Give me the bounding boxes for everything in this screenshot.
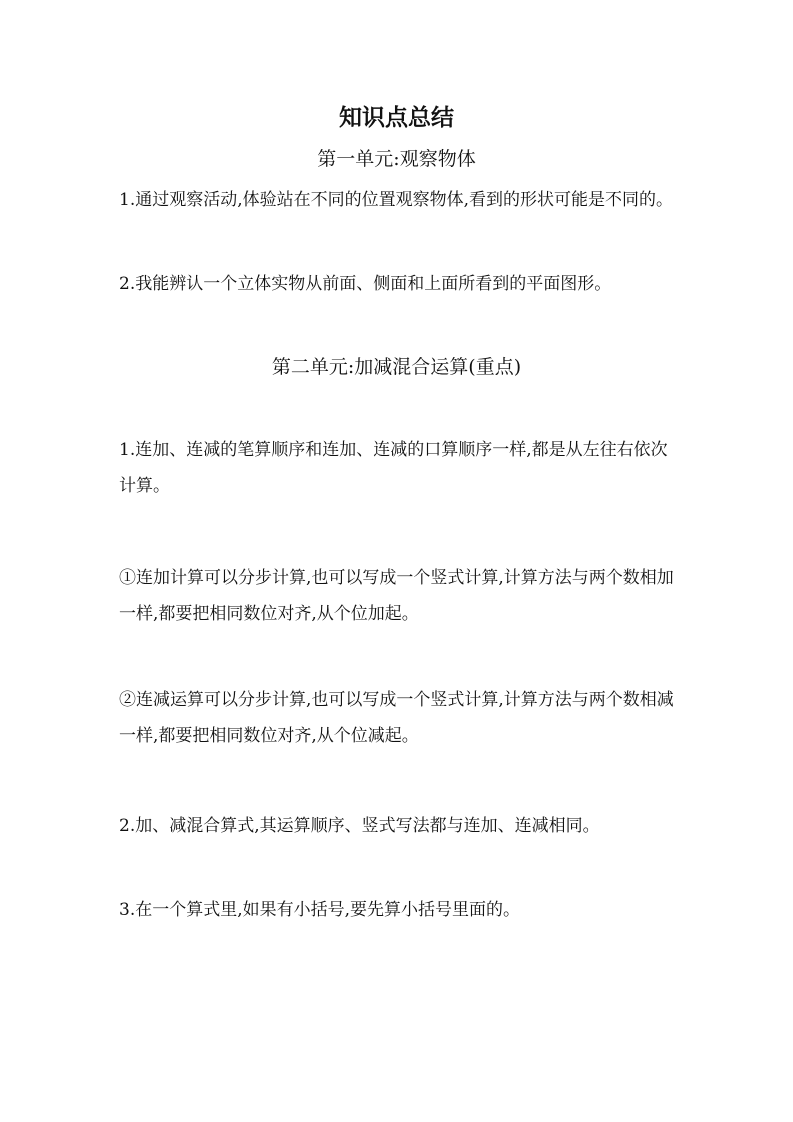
unit1-paragraph-2: 2.我能辨认一个立体实物从前面、侧面和上面所看到的平面图形。 <box>119 274 612 294</box>
unit2-paragraph-4: 2.加、减混合算式,其运算顺序、竖式写法都与连加、连减相同。 <box>119 816 600 836</box>
unit2-paragraph-2: ①连加计算可以分步计算,也可以写成一个竖式计算,计算方法与两个数相加一样,都要把相同数位对齐,从个位加起。 <box>119 568 674 624</box>
page-title: 知识点总结 <box>339 105 454 131</box>
unit2-paragraph-5: 3.在一个算式里,如果有小括号,要先算小括号里面的。 <box>119 900 521 920</box>
unit2-paragraph-1: 1.连加、连减的笔算顺序和连加、连减的口算顺序一样,都是从左往右依次计算。 <box>119 440 668 496</box>
unit2-paragraph-3: ②连减运算可以分步计算,也可以写成一个竖式计算,计算方法与两个数相减一样,都要把相同数位对齐,从个位减起。 <box>119 690 674 746</box>
unit1-paragraph-1: 1.通过观察活动,体验站在不同的位置观察物体,看到的形状可能是不同的。 <box>119 190 674 210</box>
unit1-heading: 第一单元:观察物体 <box>317 148 476 170</box>
unit2-heading: 第二单元:加减混合运算(重点) <box>271 356 522 378</box>
